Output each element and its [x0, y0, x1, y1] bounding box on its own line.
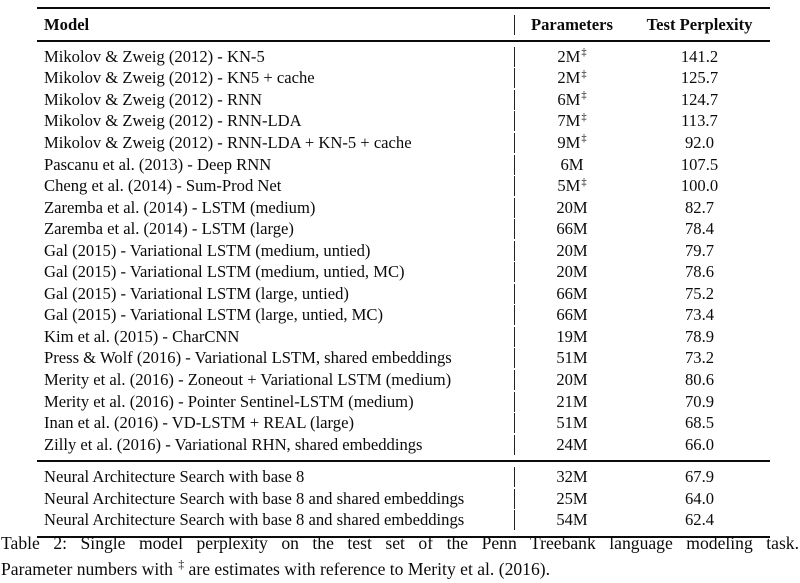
double-dagger-symbol: ‡	[581, 90, 587, 102]
parameters-cell: 7M‡	[557, 111, 587, 131]
perplexity-cell: 82.7	[684, 197, 715, 217]
parameters-cell: 2M‡	[557, 46, 587, 66]
parameters-cell: 6M‡	[557, 89, 587, 109]
table-header-row	[37, 9, 770, 42]
model-cell: Press & Wolf (2016) - Variational LSTM, shared embeddings	[37, 348, 515, 368]
perplexity-cell: 67.9	[684, 467, 715, 487]
model-cell: Kim et al. (2015) - CharCNN	[37, 327, 515, 347]
perplexity-cell: 92.0	[684, 132, 715, 152]
double-dagger-symbol: ‡	[581, 133, 587, 145]
perplexity-cell: 62.4	[684, 510, 715, 530]
model-cell: Mikolov & Zweig (2012) - RNN-LDA + KN-5 + cache	[37, 133, 515, 153]
parameters-cell: 51M	[556, 348, 588, 368]
table-row	[37, 46, 770, 68]
perplexity-cell: 78.6	[684, 262, 715, 282]
table-row	[37, 197, 770, 219]
results-table	[37, 7, 770, 538]
parameters-cell: 20M	[556, 197, 588, 217]
table-row	[37, 391, 770, 413]
table-body-prior-work	[37, 42, 770, 460]
table-row	[37, 261, 770, 283]
model-cell: Pascanu et al. (2013) - Deep RNN	[37, 155, 515, 175]
table-body-nas-results	[37, 460, 770, 536]
caption-line-2-suffix: are estimates with reference to Merity et al. (2016).	[184, 558, 551, 579]
parameters-cell: 20M	[556, 240, 588, 260]
caption-line-1: Table 2: Single model perplexity on the test set of the Penn Treebank language modeling task.	[1, 533, 799, 553]
perplexity-cell: 73.4	[684, 305, 715, 325]
table-row	[37, 466, 770, 488]
double-dagger-symbol: ‡	[581, 47, 587, 59]
parameters-cell: 9M‡	[557, 132, 587, 152]
parameters-cell: 24M	[556, 434, 588, 454]
model-cell: Merity et al. (2016) - Pointer Sentinel-LSTM (medium)	[37, 392, 515, 412]
table-row	[37, 305, 770, 327]
table-row	[37, 412, 770, 434]
table-row	[37, 89, 770, 111]
perplexity-cell: 79.7	[684, 240, 715, 260]
model-cell: Gal (2015) - Variational LSTM (large, untied)	[37, 284, 515, 304]
table-row	[37, 434, 770, 456]
double-dagger-symbol: ‡	[581, 68, 587, 80]
table-row	[37, 154, 770, 176]
perplexity-cell: 141.2	[680, 46, 719, 66]
perplexity-cell: 66.0	[684, 434, 715, 454]
model-cell: Gal (2015) - Variational LSTM (large, untied, MC)	[37, 305, 515, 325]
parameters-cell: 66M	[556, 219, 588, 239]
column-header-model: Model	[37, 15, 515, 35]
perplexity-cell: 113.7	[681, 111, 718, 131]
table-row	[37, 509, 770, 531]
double-dagger-symbol: ‡	[581, 111, 587, 123]
column-header-parameters: Parameters	[531, 14, 613, 34]
model-cell: Mikolov & Zweig (2012) - RNN	[37, 90, 515, 110]
parameters-cell: 6M	[560, 154, 584, 174]
perplexity-cell: 70.9	[684, 391, 715, 411]
table-row	[37, 326, 770, 348]
perplexity-cell: 68.5	[684, 413, 715, 433]
table-row	[37, 218, 770, 240]
parameters-cell: 25M	[556, 488, 588, 508]
model-cell: Gal (2015) - Variational LSTM (medium, untied)	[37, 241, 515, 261]
table-row	[37, 369, 770, 391]
perplexity-cell: 124.7	[680, 89, 719, 109]
table-row	[37, 111, 770, 133]
perplexity-cell: 125.7	[680, 68, 719, 88]
perplexity-cell: 107.5	[680, 154, 719, 174]
model-cell: Neural Architecture Search with base 8 and shared embeddings	[37, 489, 515, 509]
parameters-cell: 54M	[556, 510, 588, 530]
table-row	[37, 348, 770, 370]
perplexity-cell: 100.0	[680, 176, 719, 196]
parameters-cell: 21M	[556, 391, 588, 411]
double-dagger-symbol: ‡	[581, 176, 587, 188]
perplexity-cell: 80.6	[684, 369, 715, 389]
model-cell: Mikolov & Zweig (2012) - RNN-LDA	[37, 111, 515, 131]
parameters-cell: 20M	[556, 262, 588, 282]
model-cell: Mikolov & Zweig (2012) - KN5 + cache	[37, 68, 515, 88]
model-cell: Zilly et al. (2016) - Variational RHN, shared embeddings	[37, 435, 515, 455]
table-row	[37, 240, 770, 262]
table-caption	[1, 531, 799, 582]
parameters-cell: 66M	[556, 283, 588, 303]
model-cell: Gal (2015) - Variational LSTM (medium, untied, MC)	[37, 262, 515, 282]
parameters-cell: 20M	[556, 369, 588, 389]
table-row	[37, 488, 770, 510]
table-row	[37, 132, 770, 154]
model-cell: Inan et al. (2016) - VD-LSTM + REAL (large)	[37, 413, 515, 433]
model-cell: Cheng et al. (2014) - Sum-Prod Net	[37, 176, 515, 196]
model-cell: Zaremba et al. (2014) - LSTM (medium)	[37, 198, 515, 218]
model-cell: Zaremba et al. (2014) - LSTM (large)	[37, 219, 515, 239]
model-cell: Neural Architecture Search with base 8 and shared embeddings	[37, 510, 515, 530]
perplexity-cell: 78.9	[684, 326, 715, 346]
double-dagger-symbol: ‡	[178, 558, 185, 571]
table-row	[37, 68, 770, 90]
perplexity-cell: 64.0	[684, 488, 715, 508]
perplexity-cell: 78.4	[684, 219, 715, 239]
parameters-cell: 2M‡	[557, 68, 587, 88]
perplexity-cell: 75.2	[684, 283, 715, 303]
model-cell: Mikolov & Zweig (2012) - KN-5	[37, 47, 515, 67]
model-cell: Merity et al. (2016) - Zoneout + Variational LSTM (medium)	[37, 370, 515, 390]
caption-line-2	[1, 557, 799, 583]
table-row	[37, 175, 770, 197]
perplexity-cell: 73.2	[684, 348, 715, 368]
parameters-cell: 66M	[556, 305, 588, 325]
parameters-cell: 51M	[556, 413, 588, 433]
table-row	[37, 283, 770, 305]
caption-line-2-prefix: Parameter numbers with	[1, 558, 178, 579]
parameters-cell: 32M	[556, 467, 588, 487]
model-cell: Neural Architecture Search with base 8	[37, 467, 515, 487]
parameters-cell: 5M‡	[557, 176, 587, 196]
parameters-cell: 19M	[556, 326, 588, 346]
column-header-test-perplexity: Test Perplexity	[646, 14, 753, 34]
